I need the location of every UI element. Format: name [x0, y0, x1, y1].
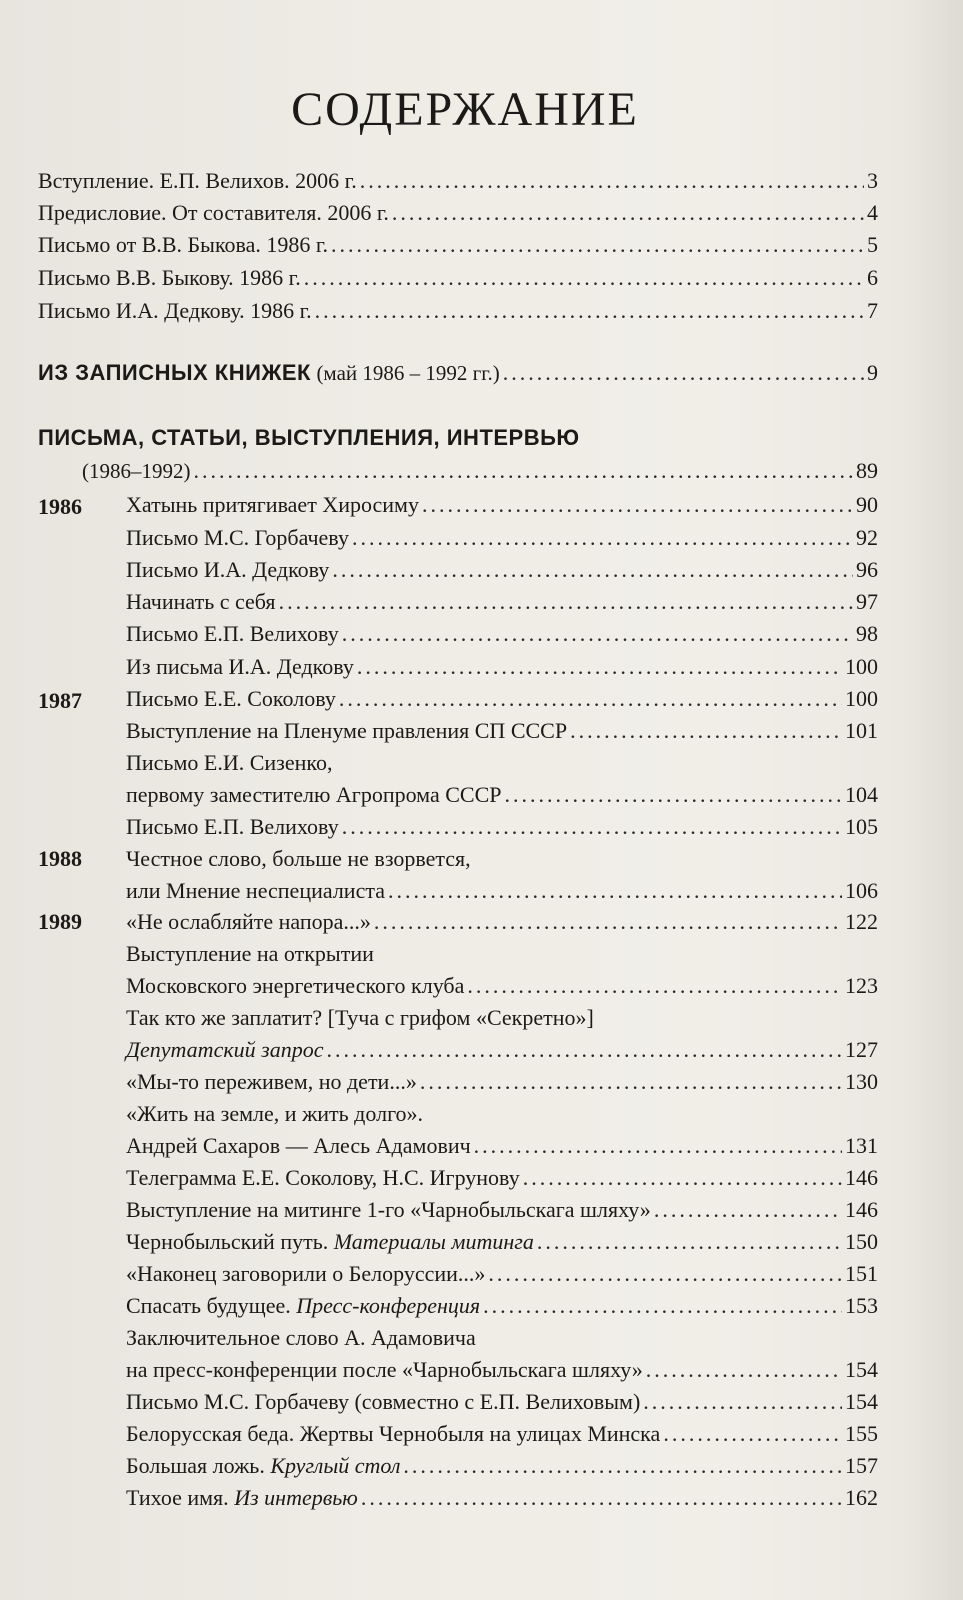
toc-entry: Письмо Е.Е. Соколову ..... 100	[126, 686, 878, 716]
toc-entry: Письмо Е.П. Велихову ..... 105	[126, 814, 878, 844]
toc-entry: или Мнение неспециалиста ..... 106	[126, 878, 878, 908]
toc-entry: «Не ослабляйте напора...» ..... 122	[126, 909, 878, 939]
year-label: 1988	[38, 846, 82, 871]
toc-entry: Письмо М.С. Горбачеву (совместно с Е.П. Велиховым) ..... 154	[126, 1389, 878, 1419]
toc-entry: Белорусская беда. Жертвы Чернобыля на улицах Минска ..... 155	[126, 1421, 878, 1451]
toc-entry: Хатынь притягивает Хиросиму ..... 90	[126, 492, 878, 522]
toc-entry: Честное слово, больше не взорвется,	[126, 846, 471, 871]
toc-entry: Письмо В.В. Быкову. 1986 г. ..... 6	[38, 265, 878, 295]
toc-entry: Письмо от В.В. Быкова. 1986 г. ..... 5	[38, 232, 878, 262]
toc-entry: Письмо И.А. Дедкову ..... 96	[126, 557, 878, 587]
toc-entry: Большая ложь. Круглый стол ..... 157	[126, 1453, 878, 1483]
toc-entry: «Жить на земле, и жить долго».	[126, 1101, 424, 1126]
toc-entry: первому заместителю Агропрома СССР ..... 104	[126, 782, 878, 812]
toc-entry: Письмо М.С. Горбачеву ..... 92	[126, 525, 878, 555]
section-note: (май 1986 – 1992 гг.)	[316, 361, 500, 385]
toc-section-note: (1986–1992) ..... 89	[82, 458, 878, 488]
toc-entry: Так кто же заплатит? [Туча с грифом «Секретно»]	[126, 1005, 594, 1030]
toc-entry: Начинать с себя ..... 97	[126, 589, 878, 619]
toc-entry: Тихое имя. Из интервью ..... 162	[126, 1485, 878, 1515]
year-label: 1987	[38, 688, 82, 713]
toc-entry: Чернобыльский путь. Материалы митинга ..... 150	[126, 1229, 878, 1259]
page-title: СОДЕРЖАНИЕ	[291, 83, 639, 136]
toc-entry: Выступление на Пленуме правления СП СССР ..... 101	[126, 718, 878, 748]
toc-entry: Предисловие. От составителя. 2006 г. ..... 4	[38, 200, 878, 230]
toc-entry: Андрей Сахаров — Алесь Адамович ..... 131	[126, 1133, 878, 1163]
toc-entry: Заключительное слово А. Адамовича	[126, 1325, 476, 1350]
toc-entry: на пресс-конференции после «Чарнобыльскага шляху» ..... 154	[126, 1357, 878, 1387]
toc-entry: Спасать будущее. Пресс-конференция ..... 153	[126, 1293, 878, 1323]
toc-entry: Выступление на митинге 1-го «Чарнобыльскага шляху» ..... 146	[126, 1197, 878, 1227]
toc-entry: Из письма И.А. Дедкову ..... 100	[126, 654, 878, 684]
year-label: 1989	[38, 909, 82, 934]
toc-section-notebooks: ИЗ ЗАПИСНЫХ КНИЖЕК (май 1986 – 1992 гг.) ..... 9	[38, 360, 878, 390]
toc-entry: «Мы-то переживем, но дети...» ..... 130	[126, 1069, 878, 1099]
section-title: ПИСЬМА, СТАТЬИ, ВЫСТУПЛЕНИЯ, ИНТЕРВЬЮ	[38, 425, 580, 450]
toc-entry: Письмо Е.П. Велихову ..... 98	[126, 621, 878, 651]
toc-entry: Вступление. Е.П. Велихов. 2006 г. ..... 3	[38, 168, 878, 198]
toc-entry: Депутатский запрос ..... 127	[126, 1037, 878, 1067]
toc-entry: Московского энергетического клуба ..... 123	[126, 973, 878, 1003]
page-shadow	[903, 0, 963, 1600]
toc-entry: Телеграмма Е.Е. Соколову, Н.С. Игрунову ..... 146	[126, 1165, 878, 1195]
toc-section-letters	[38, 425, 878, 455]
year-label: 1986	[38, 494, 82, 519]
toc-entry: Письмо Е.И. Сизенко,	[126, 750, 333, 775]
section-title: ИЗ ЗАПИСНЫХ КНИЖЕК	[38, 360, 311, 385]
toc-entry: Выступление на открытии	[126, 941, 374, 966]
toc-entry: Письмо И.А. Дедкову. 1986 г. ..... 7	[38, 298, 878, 328]
toc-entry: «Наконец заговорили о Белоруссии...» ..... 151	[126, 1261, 878, 1291]
